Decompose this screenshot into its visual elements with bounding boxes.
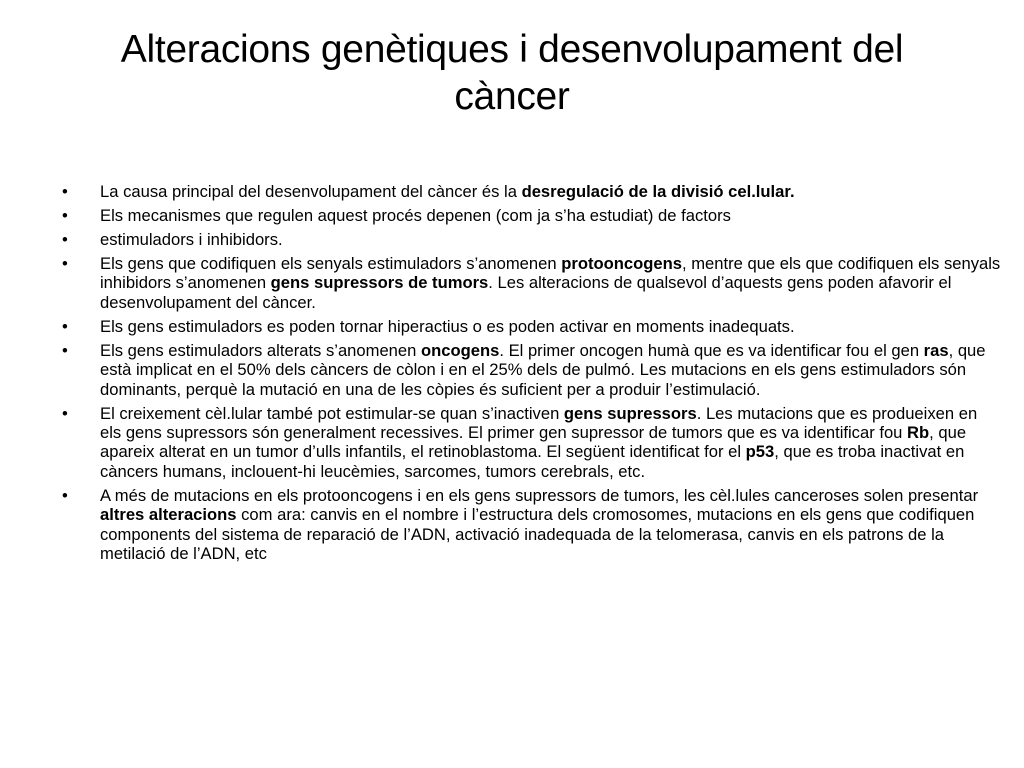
bullet-bold-text: altres alteracions xyxy=(100,505,237,525)
bullet-point-icon: • xyxy=(62,485,68,505)
bullet-text: , que es troba inactivat en càncers humans, inclouent-hi leucèmies, sarcomes, tumors cerebrals, etc. xyxy=(100,442,965,481)
bullet-text: . Les mutacions que es produeixen en els gens supressors són generalment recessives. El primer gen supressor de tumors que es va identificar fou xyxy=(100,403,978,443)
bullet-bold-text: protooncogens xyxy=(561,254,682,273)
bullet-item xyxy=(62,206,1002,225)
bullet-text: , que apareix alterat en un tumor d’ulls infantils, el retinoblastoma. El següent identificat for el xyxy=(100,423,967,462)
bullet-text: Els gens que codifiquen els senyals estimuladors s’anomenen xyxy=(100,254,562,273)
bullet-bold-text: ras xyxy=(923,340,949,360)
bullet-bold-text: gens supressors xyxy=(563,403,697,423)
bullet-item xyxy=(62,254,1002,312)
bullet-point-icon: • xyxy=(62,254,68,273)
bullet-text: . Les alteracions de qualsevol d’aquests gens poden afavorir el desenvolupament del càncer. xyxy=(100,273,952,312)
bullet-item xyxy=(62,341,1002,399)
bullet-text: Els gens estimuladors es poden tornar hiperactius o es poden activar en moments inadequats. xyxy=(100,316,795,336)
bullet-bold-text: Rb xyxy=(907,423,930,443)
bullet-text: estimuladors i inhibidors. xyxy=(100,230,283,249)
bullet-bold-text: desregulació de la divisió cel.lular. xyxy=(521,182,795,201)
slide-title: Alteracions genètiques i desenvolupament del càncer xyxy=(120,28,904,118)
bullet-text: com ara: canvis en el nombre i l’estructura dels cromosomes, mutacions en els gens que codifiquen components del sistema de reparació de l’ADN, activació inadequada de la telomerasa, canvis en els patrons de la metilació de l’ADN, etc xyxy=(100,505,975,564)
bullet-item xyxy=(62,486,1002,564)
bullet-item xyxy=(62,404,1002,482)
bullet-bold-text: oncogens xyxy=(420,340,500,360)
bullet-text: Els mecanismes que regulen aquest procés depenen (com ja s’ha estudiat) de factors xyxy=(100,206,731,225)
bullet-bold-text: gens supressors de tumors xyxy=(270,273,489,293)
bullet-point-icon: • xyxy=(62,182,68,201)
bullet-text: Els gens estimuladors alterats s’anomenen xyxy=(100,340,421,360)
bullet-point-icon: • xyxy=(62,403,68,423)
bullet-point-icon: • xyxy=(62,316,68,336)
bullet-item xyxy=(62,182,1002,201)
bullet-text: , que està implicat en el 50% dels càncers de còlon i en el 25% dels de pulmó. Les mutacions en els gens estimuladors són dominants, perquè la mutació en una de les còpies és suficient per a produir l’estimulació. xyxy=(100,340,986,399)
bullet-point-icon: • xyxy=(62,230,68,249)
bullet-text: . El primer oncogen humà que es va identificar fou el gen xyxy=(499,340,924,360)
bullet-point-icon: • xyxy=(62,340,68,360)
bullet-item xyxy=(62,230,1002,249)
bullet-point-icon: • xyxy=(62,206,68,225)
bullet-bold-text: p53 xyxy=(745,442,775,462)
bullet-text: La causa principal del desenvolupament del càncer és la xyxy=(100,182,522,201)
bullet-text: El creixement cèl.lular també pot estimular-se quan s’inactiven xyxy=(100,403,564,423)
bullet-list xyxy=(62,182,1002,568)
bullet-item xyxy=(62,317,1002,336)
bullet-text: A més de mutacions en els protooncogens i en els gens supressors de tumors, les cèl.lules canceroses solen presentar xyxy=(100,485,979,505)
bullet-text: , mentre que els que codifiquen els senyals inhibidors s’anomenen xyxy=(100,254,1001,293)
